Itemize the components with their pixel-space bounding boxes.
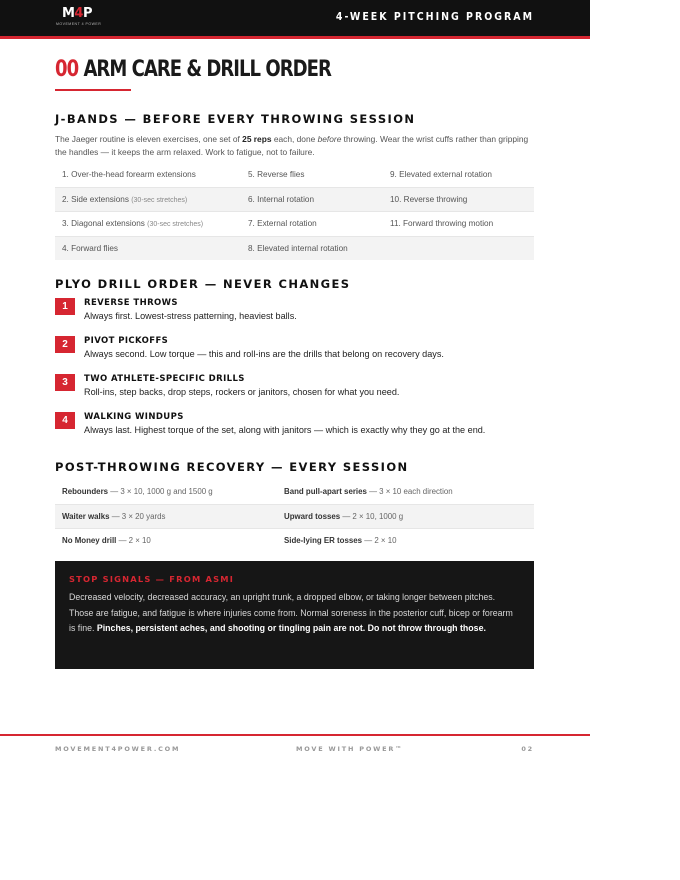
header-divider	[0, 36, 590, 39]
table-row	[55, 529, 534, 553]
table-row	[55, 188, 534, 213]
jbands-heading: J-BANDS — BEFORE EVERY THROWING SESSION	[55, 112, 416, 126]
recovery-cell: Side-lying ER tosses — 2 × 10	[284, 536, 397, 546]
plyo-heading: PLYO DRILL ORDER — NEVER CHANGES	[55, 277, 351, 291]
recovery-cell: Band pull-apart series — 3 × 10 each direction	[284, 487, 453, 497]
page-number: 02	[521, 745, 534, 753]
exercise-cell: 11. Forward throwing motion	[390, 219, 494, 229]
footer-divider	[0, 734, 590, 736]
drill-description: Roll-ins, step backs, drop steps, rockers or janitors, chosen for what you need.	[84, 387, 400, 397]
exercise-cell: 3. Diagonal extensions (30-sec stretches)	[62, 219, 204, 229]
footer-tagline: MOVE WITH POWER™	[296, 745, 404, 753]
exercise-cell: 4. Forward flies	[62, 243, 118, 253]
table-row	[55, 212, 534, 237]
drill-description: Always second. Low torque — this and roll-ins are the drills that belong on recovery days.	[84, 349, 444, 359]
drill-title: REVERSE THROWS	[84, 298, 178, 308]
logo-mark: M4P	[61, 6, 92, 21]
exercise-cell: 8. Elevated internal rotation	[248, 243, 348, 253]
exercise-cell: 10. Reverse throwing	[390, 194, 468, 204]
drill-description: Always first. Lowest-stress patterning, heaviest balls.	[84, 311, 297, 321]
exercise-cell: 1. Over-the-head forearm extensions	[62, 170, 196, 180]
recovery-table	[55, 480, 534, 553]
m4p-logo[interactable]	[56, 6, 102, 30]
callout-heading: STOP SIGNALS — FROM ASMI	[69, 574, 235, 584]
exercise-cell: 2. Side extensions (30-sec stretches)	[62, 194, 188, 204]
exercise-cell: 9. Elevated external rotation	[390, 170, 492, 180]
table-row	[55, 237, 534, 261]
step-number-badge: 1	[55, 298, 75, 315]
jbands-table	[55, 163, 534, 260]
step-number-badge: 3	[55, 374, 75, 391]
exercise-cell: 6. Internal rotation	[248, 194, 314, 204]
header-bar	[0, 0, 590, 36]
section-number: 00	[55, 57, 79, 82]
recovery-cell: No Money drill — 2 × 10	[62, 536, 151, 546]
title-text: ARM CARE & DRILL ORDER	[83, 57, 331, 82]
logo-subtext: MOVEMENT 4 POWER	[56, 22, 102, 26]
recovery-cell: Waiter walks — 3 × 20 yards	[62, 511, 166, 521]
title-underline	[55, 89, 131, 91]
table-row	[55, 505, 534, 530]
step-number-badge: 4	[55, 412, 75, 429]
page-title	[55, 57, 331, 82]
stop-signals-callout	[55, 561, 534, 669]
drill-description: Always last. Highest torque of the set, along with janitors — which is exactly why they go at the end.	[84, 425, 486, 435]
recovery-cell: Rebounders — 3 × 10, 1000 g and 1500 g	[62, 487, 213, 497]
jbands-intro: The Jaeger routine is eleven exercises, one set of 25 reps each, done before throwing. Wear the wrist cuffs rather than gripping the handles — it keeps the arm relaxed. Work to fatigue, not to failure.	[55, 134, 529, 157]
table-row	[55, 163, 534, 188]
drill-title: PIVOT PICKOFFS	[84, 336, 169, 346]
drill-title: TWO ATHLETE-SPECIFIC DRILLS	[84, 374, 245, 384]
drill-title: WALKING WINDUPS	[84, 412, 184, 422]
recovery-heading: POST-THROWING RECOVERY — EVERY SESSION	[55, 460, 409, 474]
recovery-cell: Upward tosses — 2 × 10, 1000 g	[284, 511, 404, 521]
program-title: 4-WEEK PITCHING PROGRAM	[335, 11, 534, 23]
table-row	[55, 480, 534, 505]
step-number-badge: 2	[55, 336, 75, 353]
exercise-cell: 5. Reverse flies	[248, 170, 305, 180]
footer-website-link[interactable]: MOVEMENT4POWER.COM	[55, 745, 181, 753]
exercise-cell: 7. External rotation	[248, 219, 317, 229]
callout-body: Decreased velocity, decreased accuracy, an upright trunk, a dropped elbow, or taking longer between pitches. Those are fatigue, and fatigue is where injuries come from. Normal soreness in the posterior cuff, bicep or forearm is fine. Pinches, persistent aches, and shooting or tingling pain are not. Do not throw through those.	[69, 592, 513, 634]
